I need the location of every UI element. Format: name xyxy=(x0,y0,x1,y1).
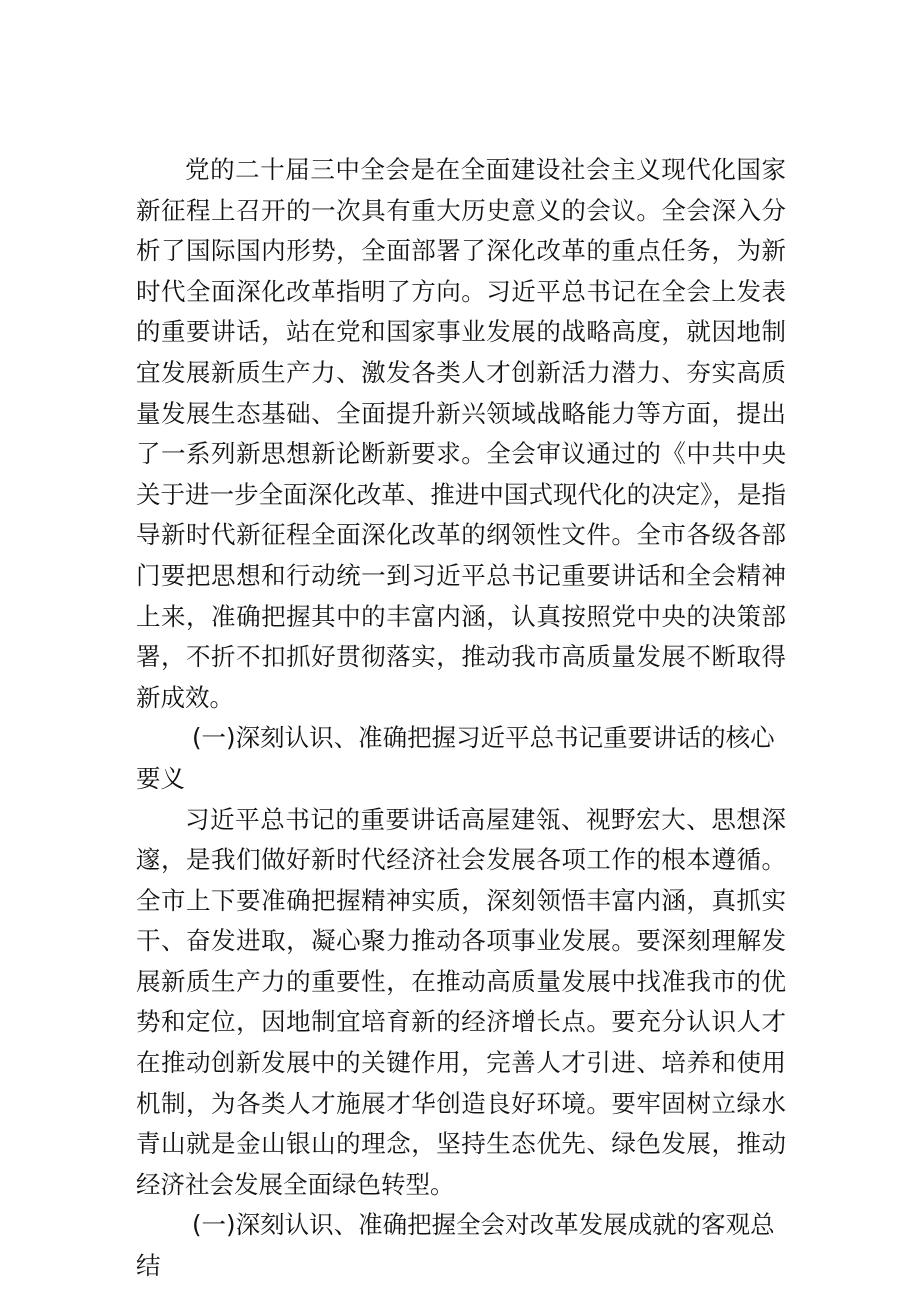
body-paragraph-section-1: 习近平总书记的重要讲话高屋建瓴、视野宏大、思想深邃，是我们做好新时代经济社会发展各项工作的根本遵循。全市上下要准确把握精神实质，深刻领悟丰富内涵，真抓实干、奋发进取，凝心聚力推动各项事业发展。要深刻理解发展新质生产力的重要性，在推动高质量发展中找准我市的优势和定位，因地制宜培育新的经济增长点。要充分认识人才在推动创新发展中的关键作用，完善人才引进、培养和使用机制，为各类人才施展才华创造良好环境。要牢固树立绿水青山就是金山银山的理念，坚持生态优先、绿色发展，推动经济社会发展全面绿色转型。 xyxy=(136,804,786,1199)
document-body xyxy=(136,150,786,1287)
body-paragraph-intro: 党的二十届三中全会是在全面建设社会主义现代化国家新征程上召开的一次具有重大历史意义的会议。全会深入分析了国际国内形势，全面部署了深化改革的重点任务，为新时代全面深化改革指明了方向。习近平总书记在全会上发表的重要讲话，站在党和国家事业发展的战略高度，就因地制宜发展新质生产力、激发各类人才创新活力潜力、夯实高质量发展生态基础、全面提升新兴领域战略能力等方面，提出了一系列新思想新论断新要求。全会审议通过的《中共中央关于进一步全面深化改革、推进中国式现代化的决定》，是指导新时代新征程全面深化改革的纲领性文件。全市各级各部门要把思想和行动统一到习近平总书记重要讲话和全会精神上来，准确把握其中的丰富内涵，认真按照党中央的决策部署，不折不扣抓好贯彻落实，推动我市高质量发展不断取得新成效。 xyxy=(136,155,786,712)
section-heading-1: (一)深刻认识、准确把握习近平总书记重要讲话的核心要义 xyxy=(136,723,775,793)
section-heading-2: (一)深刻认识、准确把握全会对改革发展成就的客观总结 xyxy=(136,1210,775,1281)
